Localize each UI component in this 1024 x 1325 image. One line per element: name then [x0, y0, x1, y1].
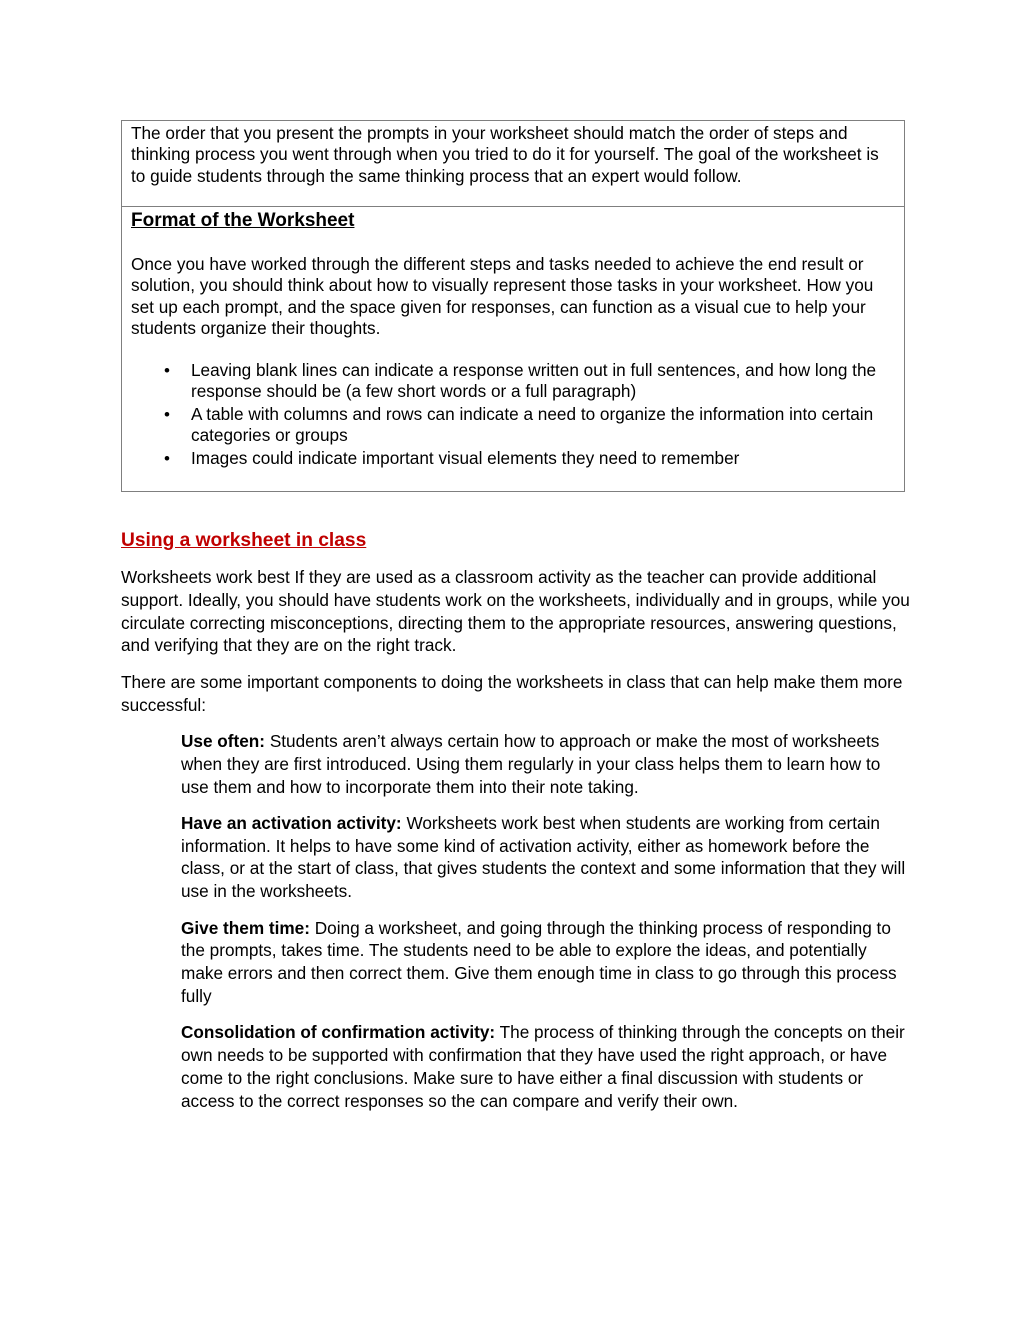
- component-item: [181, 917, 911, 1008]
- component-text: The process of thinking through the concepts on their own needs to be supported with confirmation that they have used the right approach, or have come to the right conclusions. Make sure to have either a final discussion with students or access to the correct responses so the can compare and verify their own.: [181, 1022, 905, 1111]
- bullet-item: [131, 360, 895, 403]
- format-box: [121, 206, 905, 492]
- format-bullet-list: [131, 360, 895, 470]
- format-intro-text: Once you have worked through the different steps and tasks needed to achieve the end result or solution, you should think about how to visually represent those tasks in your worksheet. How you set up each prompt, and the space given for responses, can function as a visual cue to help your students organize their thoughts.: [131, 254, 874, 339]
- bullet-item: [131, 448, 895, 470]
- component-item: [181, 1021, 911, 1112]
- component-item: [181, 730, 911, 798]
- usage-paragraph: Worksheets work best If they are used as a classroom activity as the teacher can provide additional support. Ideally, you should have students work on the worksheets, individually and in groups, while you circulate correcting misconceptions, directing them to the appropriate resources, answering questions, and verifying that they are on the right track.: [121, 567, 910, 656]
- component-term: Have an activation activity:: [181, 812, 402, 833]
- bullet-item: [131, 404, 895, 447]
- format-heading: Format of the Worksheet: [131, 210, 355, 231]
- bullet-icon: •: [164, 404, 170, 424]
- expert-process-box: [121, 120, 905, 207]
- section-heading: Using a worksheet in class: [121, 530, 367, 551]
- component-text: Worksheets work best when students are working from certain information. It helps to have some kind of activation activity, either as homework before the class, or at the start of class, that gives students the context and some information that they will use in the worksheets.: [181, 812, 906, 902]
- bullet-icon: •: [164, 449, 170, 468]
- component-item: [181, 812, 911, 903]
- component-term: Consolidation of confirmation activity:: [181, 1022, 496, 1043]
- bullet-icon: •: [164, 360, 170, 380]
- components-intro-paragraph: There are some important components to doing the worksheets in class that can help make them more successful:: [121, 672, 903, 715]
- component-text: Doing a worksheet, and going through the thinking process of responding to the prompts, takes time. The students need to be able to explore the ideas, and potentially make errors and then correct them. Give them enough time in class to go through this process fully: [181, 917, 897, 1006]
- bullet-text: Images could indicate important visual elements they need to remember: [191, 448, 740, 468]
- components-list: [181, 730, 911, 1126]
- bullet-text: Leaving blank lines can indicate a response written out in full sentences, and how long the response should be (a few short words or a full paragraph): [191, 359, 877, 402]
- component-text: Students aren’t always certain how to approach or make the most of worksheets when they are first introduced. Using them regularly in your class helps them to learn how to use them and how to incorporate them into their note taking.: [181, 731, 881, 797]
- component-term: Give them time:: [181, 917, 310, 938]
- component-term: Use often:: [181, 731, 266, 751]
- bullet-text: A table with columns and rows can indicate a need to organize the information into certain categories or groups: [191, 403, 874, 446]
- expert-process-text: The order that you present the prompts in your worksheet should match the order of steps and thinking process you went through when you tried to do it for yourself. The goal of the worksheet is to guide students through the same thinking process that an expert would follow.: [131, 123, 879, 186]
